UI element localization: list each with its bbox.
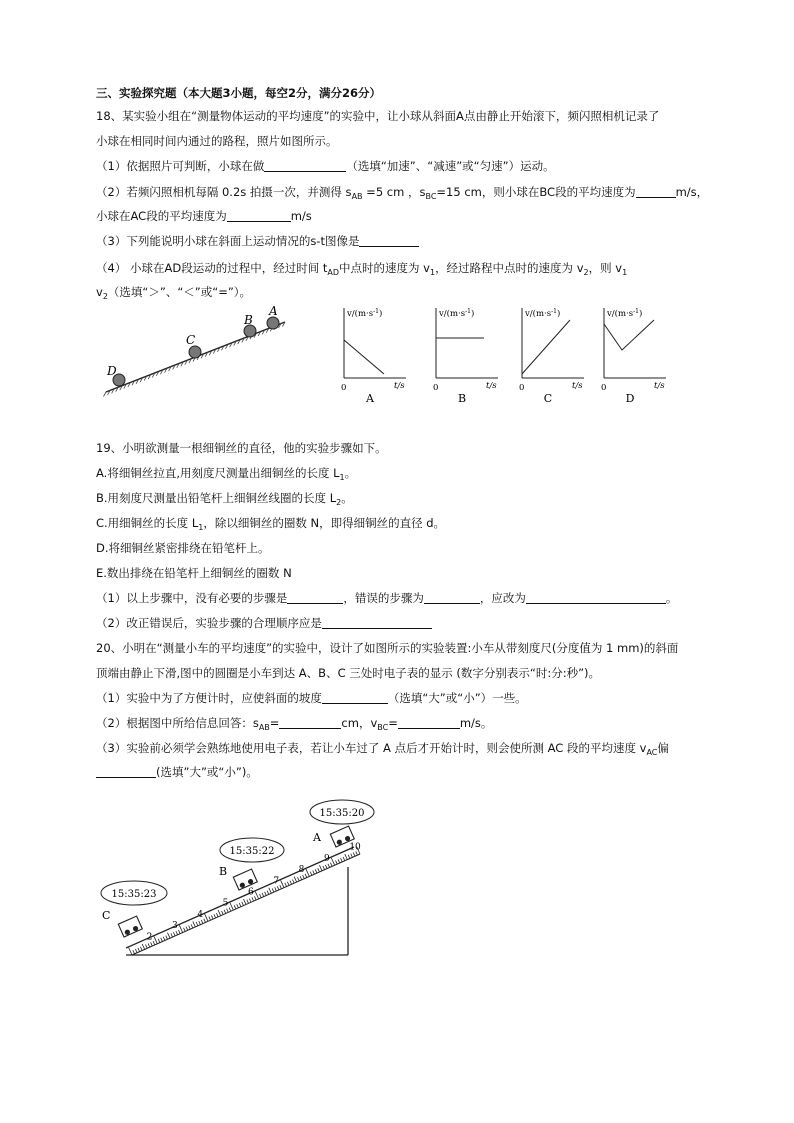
- ruler-tick: [205, 914, 208, 921]
- ruler-tick: [196, 922, 198, 926]
- ruler-tick: [267, 891, 269, 895]
- q19-step-b-sub: 2: [336, 498, 342, 507]
- ruler-tick: [171, 933, 173, 937]
- ruler-tick-label: 4: [197, 909, 204, 920]
- q18-part2-line2: [96, 208, 312, 224]
- origin-label: 0: [601, 383, 607, 393]
- ruler-tick: [186, 927, 188, 931]
- ball-c: [189, 346, 201, 358]
- ruler-tick: [154, 936, 157, 943]
- ruler-tick: [161, 938, 163, 942]
- q19-part1-text-c: ，应改为: [479, 591, 526, 605]
- q19-stem: 19、小明欲测量一根细铜丝的直径，他的实验步骤如下。: [96, 441, 387, 455]
- q20-part2-text-e: m/s。: [459, 716, 493, 730]
- ruler-tick: [242, 902, 244, 906]
- ruler-tick: [353, 853, 355, 857]
- q20-part1: [96, 690, 527, 706]
- graph-line: [522, 320, 570, 374]
- ruler-tick: [269, 888, 272, 894]
- ruler-tick: [285, 883, 287, 887]
- ruler-tick: [313, 871, 315, 875]
- ruler-tick: [178, 930, 180, 934]
- ruler-tick: [303, 875, 305, 879]
- ruler-tick: [158, 939, 160, 943]
- ruler-tick: [280, 885, 282, 889]
- ruler-tick-label: 3: [172, 921, 178, 932]
- ruler-tick: [140, 947, 142, 951]
- q20-part3-text-b: 偏: [657, 741, 669, 755]
- ruler-tick: [138, 948, 140, 952]
- x-axis-label: t/s: [394, 381, 405, 391]
- q19-step-c-end: ，除以细铜丝的圈数 N，即得细铜丝的直径 d。: [203, 516, 446, 530]
- vt-graph-c: [510, 302, 592, 404]
- ruler-tick: [133, 950, 135, 954]
- ruler-tick: [239, 903, 241, 907]
- q19-step-a: [96, 465, 356, 486]
- q20-part3-line2-text: (选填”大”或“小”)。: [156, 765, 258, 779]
- q18-part3-blank[interactable]: [359, 234, 419, 247]
- ruler-tick-label: 5: [222, 898, 229, 909]
- q20-part2-text-c: cm，v: [341, 716, 378, 730]
- timer-c-text: 15:35:23: [111, 889, 157, 900]
- ruler-tick: [148, 943, 150, 947]
- q19-step-a-text: A.将细铜丝拉直,用刻度尺测量出细铜丝的长度 L: [96, 466, 340, 480]
- vt-graph-d: [592, 302, 674, 404]
- q19-step-b-end: 。: [341, 491, 353, 505]
- ruler-tick: [260, 894, 262, 898]
- ruler-tick: [163, 937, 165, 941]
- q18-part2-blank-ac-speed[interactable]: [227, 209, 291, 222]
- ruler-tick-label: 9: [324, 853, 330, 864]
- ruler-tick: [218, 910, 221, 916]
- origin-label: 0: [433, 383, 439, 393]
- ruler-tick: [216, 913, 218, 917]
- q18-part1-text-b: （选填“加速”、“减速”或“匀速”）运动。: [346, 159, 555, 173]
- ruler-tick: [305, 874, 307, 878]
- ruler-tick: [230, 903, 233, 910]
- ruler-tick: [199, 921, 201, 925]
- ruler-tick: [315, 869, 317, 873]
- q20-part1-text-b: （选填“大”或“小”）一些。: [387, 691, 527, 705]
- ruler-tick: [173, 932, 175, 936]
- q20-stem-line2: 顶端由静止下滑,图中的圆圈是小车到达 A、B、C 三处时电子表的显示 (数字分别表示“时:分:秒”)。: [96, 666, 601, 680]
- ruler-tick: [348, 855, 350, 859]
- q20-part1-blank[interactable]: [322, 691, 388, 704]
- q18-part3-text: （3）下列能说明小球在斜面上运动情况的s-t图像是: [96, 234, 360, 248]
- q19-step-a-end: 。: [344, 466, 357, 480]
- ruler-tick: [237, 904, 239, 908]
- ruler-tick: [129, 948, 132, 955]
- ruler-tick-label: 6: [248, 887, 254, 898]
- ruler-tick: [318, 868, 320, 872]
- q18-part1-text-a: （1）依据照片可判断，小球在做: [96, 159, 265, 173]
- point-label-c: C: [186, 333, 196, 347]
- ruler-tick: [146, 945, 148, 949]
- ruler-tick: [222, 911, 224, 915]
- section-title: 三、实验探究题（本大题3小题，每空2分，满分26分）: [96, 86, 382, 100]
- point-label-a: A: [313, 831, 321, 844]
- q20-part2-sub-ab: AB: [258, 723, 270, 732]
- q19-part1-text-b: ，错误的步骤为: [343, 591, 424, 605]
- ruler-tick: [135, 949, 137, 953]
- q20-stem-line1: 20、小明在“测量小车的平均速度”的实验中，设计了如图所示的实验装置:小车从带刻度尺(分度值为 1 mm)的斜面: [96, 641, 679, 655]
- ruler-tick: [209, 917, 211, 921]
- ruler-tick: [292, 879, 294, 883]
- ruler-tick: [343, 857, 345, 861]
- ruler-tick: [234, 905, 236, 909]
- q19-step-e: E.数出排绕在铅笔杆上细铜丝的圈数 N: [96, 566, 292, 580]
- q19-step-b-text: B.用刻度尺测量出铅笔杆上细铜丝线圈的长度 L: [96, 491, 337, 505]
- point-label-c: C: [102, 909, 111, 922]
- q18-part2-text-a: （2）若频闪照相机每隔 0.2s 拍摄一次，并测得 s: [96, 185, 352, 199]
- ruler-tick: [341, 858, 343, 862]
- q19-step-d: D.将细铜丝紧密排绕在铅笔杆上。: [96, 541, 270, 555]
- q18-part4-text-a: （4） 小球在AD段运动的过程中，经过时间 t: [96, 261, 328, 275]
- timer-b-text: 15:35:22: [229, 846, 275, 857]
- ruler-tick: [255, 892, 258, 899]
- q19-part1-blank-correction[interactable]: [526, 591, 666, 604]
- q19-part1-text-d: 。: [665, 591, 678, 605]
- q19-part1-blank-wrong[interactable]: [424, 591, 480, 604]
- ruler-tick: [265, 892, 267, 896]
- graph-label: C: [543, 392, 553, 404]
- q18-part2-sub-ab: AB: [351, 192, 363, 201]
- q18-part2-text-c: =15 cm，则小球在BC段的平均速度为: [436, 185, 636, 199]
- q19-part1-blank-unnecessary[interactable]: [287, 591, 343, 604]
- y-axis-label: $v/(m\cdot s^{-1})$: [347, 308, 383, 319]
- q20-part2-text-b: =: [269, 716, 280, 730]
- ruler-tick: [287, 882, 289, 886]
- cart-c: [118, 916, 142, 937]
- q20-part1-text-a: （1）实验中为了方便计时，应使斜面的坡度: [96, 691, 322, 705]
- origin-label: 0: [519, 383, 525, 393]
- graph-label: A: [366, 392, 374, 404]
- ruler-tick: [227, 909, 229, 913]
- ruler-tick: [229, 908, 231, 912]
- ruler-tick-label: 7: [273, 876, 280, 887]
- q18-part4-sub-ad: AD: [327, 268, 339, 277]
- q18-part1: [96, 158, 555, 174]
- ruler-tick: [331, 858, 334, 865]
- ruler-tick: [179, 925, 182, 932]
- q18-part1-blank[interactable]: [264, 159, 346, 172]
- ruler-tick: [328, 864, 330, 868]
- ruler-tick: [151, 942, 153, 946]
- q20-part3-line2: [96, 764, 258, 780]
- ruler-tick: [345, 854, 348, 860]
- q20-part2-blank-vbc[interactable]: [398, 716, 460, 729]
- ruler-tick: [224, 910, 226, 914]
- q20-part3-line1: [96, 740, 669, 761]
- q18-part4-line2-text-b: （选填“＞”、“＜”或“=”）。: [107, 285, 252, 299]
- q19-step-b: [96, 490, 353, 511]
- vt-graph-a: [332, 302, 414, 404]
- q18-stem-line2: 小球在相同时间内通过的路程，照片如图所示。: [96, 134, 338, 148]
- y-axis-label: $v/(m\cdot s^{-1})$: [439, 308, 475, 319]
- q18-part4-line1: [96, 260, 627, 281]
- graph-line: [344, 340, 384, 374]
- ruler-tick: [300, 876, 302, 880]
- q20-part2-sub-bc: BC: [377, 723, 389, 732]
- graph-line: [604, 320, 654, 350]
- ruler-tick: [204, 919, 206, 923]
- q18-stem-line1: 18、某实验小组在“测量物体运动的平均速度”的实验中，让小球从斜面A点由静止开始滚下，频闪照相机记录了: [96, 109, 660, 123]
- graph-label: B: [457, 392, 467, 404]
- ruler-tick: [298, 877, 300, 881]
- ruler-tick-label: 2: [146, 932, 153, 943]
- q18-part4-sub-2: 2: [583, 268, 589, 277]
- q18-part4-sub-1: 1: [429, 268, 436, 277]
- q20-part2: [96, 715, 492, 736]
- hatch-mark: [104, 392, 107, 397]
- q20-part3-text-a: （3）实验前必须学会熟练地使用电子表，若让小车过了 A 点后才开始计时，则会使所测 AC 段的平均速度 v: [96, 741, 647, 755]
- q19-part2: [96, 615, 432, 631]
- q20-part3-sub-ac: AC: [646, 748, 658, 757]
- q19-part2-blank[interactable]: [322, 616, 432, 629]
- ball-a: [267, 317, 279, 329]
- q20-part2-text-d: =: [388, 716, 398, 730]
- ruler-tick: [247, 900, 249, 904]
- ruler-tick: [142, 944, 145, 950]
- ruler-tick-label: 10: [349, 842, 361, 853]
- x-axis-label: t/s: [486, 381, 497, 391]
- q20-part2-blank-sab[interactable]: [279, 716, 341, 729]
- ruler-tick-label: 8: [298, 865, 305, 876]
- point-label-b: B: [219, 865, 228, 878]
- q18-part4-text-b: 中点时的速度为 v: [339, 261, 430, 275]
- ruler-tick: [294, 877, 297, 883]
- ruler-tick: [330, 863, 332, 867]
- ruler-tick: [184, 928, 186, 932]
- q18-part4-line2-sub: 2: [102, 292, 108, 301]
- q19-step-c: [96, 515, 445, 536]
- point-label-b: B: [244, 313, 253, 327]
- vt-graph-b: [424, 302, 506, 404]
- ruler-tick: [214, 914, 216, 918]
- ruler-tick: [351, 854, 353, 858]
- ruler-tick: [201, 920, 203, 924]
- point-label-a: A: [269, 304, 278, 318]
- ruler-tick: [262, 893, 264, 897]
- q19-part1: [96, 590, 677, 606]
- ruler-tick: [153, 941, 155, 945]
- q20-part2-text-a: （2）根据图中所给信息回答：s: [96, 716, 259, 730]
- ruler-tick: [252, 897, 254, 901]
- q20-part3-blank[interactable]: [96, 765, 156, 778]
- ruler-tick: [191, 924, 193, 928]
- q19-part1-text-a: （1）以上步骤中，没有必要的步骤是: [96, 591, 288, 605]
- y-axis-label: $v/(m\cdot s^{-1})$: [525, 308, 561, 319]
- q18-part2-blank-bc-speed[interactable]: [636, 185, 676, 198]
- q19-step-a-sub: 1: [339, 473, 345, 482]
- ruler-tick: [254, 896, 256, 900]
- point-label-d: D: [107, 364, 117, 378]
- y-axis-label: $v/(m\cdot s^{-1})$: [607, 308, 643, 319]
- q20-incline-figure: [96, 795, 386, 960]
- ruler-tick: [272, 888, 274, 892]
- q18-incline-figure: [100, 300, 290, 400]
- timer-a-text: 15:35:20: [319, 808, 365, 819]
- q19-part2-text: （2）改正错误后，实验步骤的合理顺序应是: [96, 616, 322, 630]
- ruler-tick: [243, 899, 246, 905]
- x-axis-label: t/s: [572, 381, 583, 391]
- ruler-tick: [319, 865, 322, 871]
- q18-part3: [96, 233, 419, 249]
- ruler-tick: [167, 933, 170, 939]
- q19-step-c-text: C.用细铜丝的长度 L: [96, 516, 199, 530]
- q18-part4-sub-1b: 1: [622, 268, 628, 277]
- q18-part2-sub-bc: BC: [425, 192, 437, 201]
- ruler-tick: [189, 926, 191, 930]
- q19-step-c-sub: 1: [198, 523, 204, 532]
- ruler-tick: [275, 887, 277, 891]
- q18-part2-line2-text-a: 小球在AC段的平均速度为: [96, 209, 227, 223]
- q18-part4-line2-text-a: v: [96, 285, 103, 299]
- ruler-tick: [310, 872, 312, 876]
- ruler-tick: [249, 899, 251, 903]
- q18-part4-text-d: ，则 v: [588, 261, 623, 275]
- ruler-tick: [306, 869, 309, 876]
- q18-part2-line1: [96, 184, 708, 205]
- ruler-tick: [281, 880, 284, 887]
- ruler-tick: [290, 881, 292, 885]
- ruler-tick: [338, 859, 340, 863]
- q18-part4-text-c: ，经过路程中点时的速度为 v: [435, 261, 584, 275]
- ruler-tick: [176, 931, 178, 935]
- q18-part2-text-b: =5 cm ，s: [362, 185, 426, 199]
- graph-label: D: [625, 392, 635, 404]
- ruler-tick: [336, 860, 338, 864]
- ruler-tick: [211, 915, 213, 919]
- ruler-tick: [193, 921, 196, 927]
- origin-label: 0: [341, 383, 347, 393]
- q18-part2-line2-text-b: m/s: [290, 209, 312, 223]
- ruler-tick: [323, 866, 325, 870]
- ruler-tick: [277, 886, 279, 890]
- x-axis-label: t/s: [654, 381, 665, 391]
- ruler-tick: [166, 936, 168, 940]
- ruler-tick: [325, 865, 327, 869]
- q18-part2-text-d: m/s，: [675, 185, 709, 199]
